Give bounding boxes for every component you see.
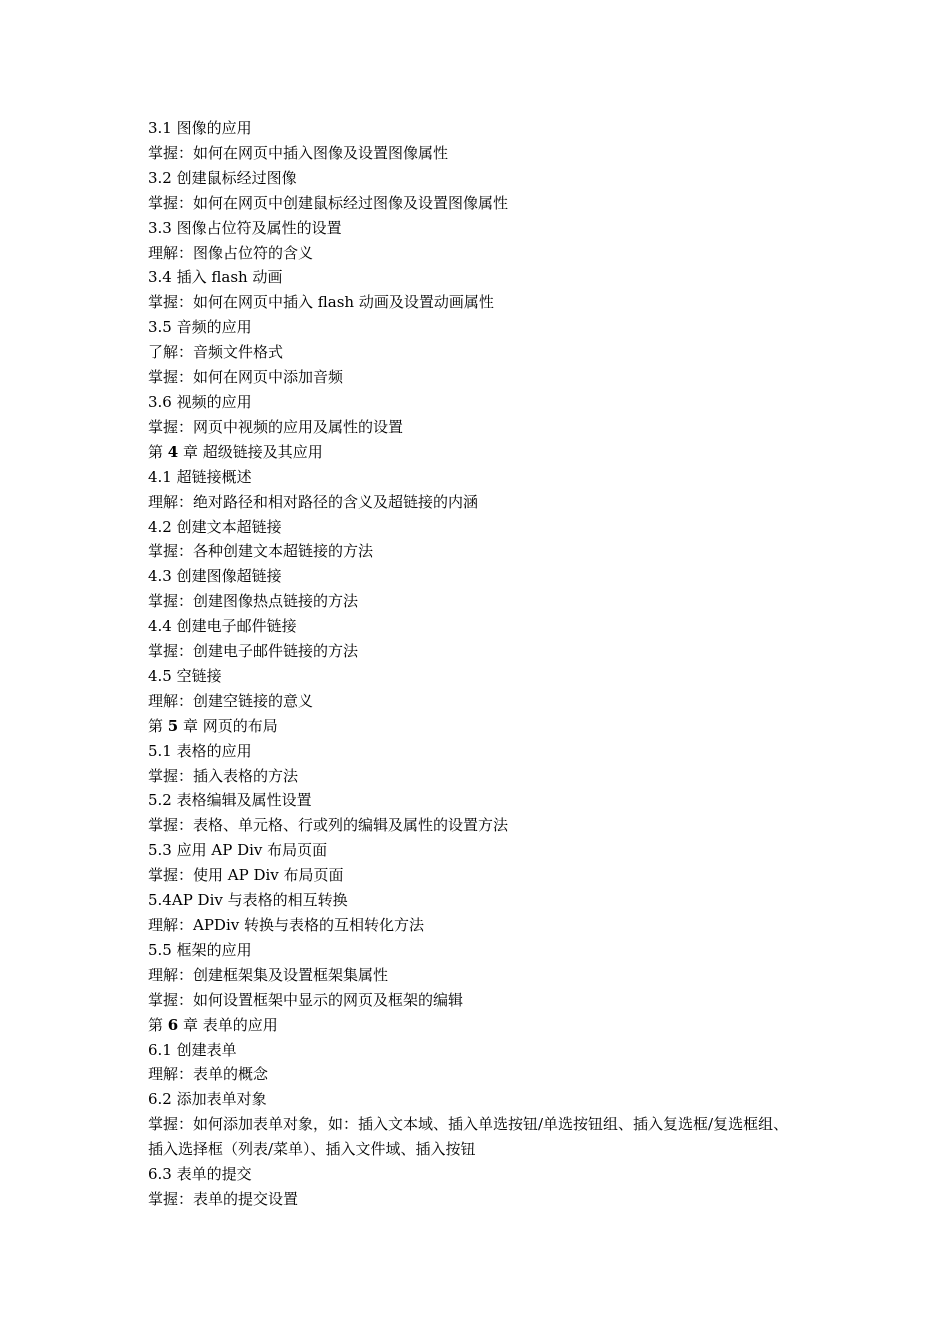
chapter-title: 章 超级链接及其应用 — [178, 442, 323, 461]
requirement-text: 理解：创建框架集及设置框架集属性 — [148, 965, 389, 984]
requirement-text: 了解：音频文件格式 — [148, 343, 284, 362]
section-heading: 4.2 创建文本超链接 — [148, 517, 282, 536]
section-heading: 4.3 创建图像超链接 — [148, 567, 282, 586]
requirement-text: 掌握：网页中视频的应用及属性的设置 — [148, 417, 404, 436]
requirement-text: 掌握：如何添加表单对象，如：插入文本域、插入单选按钮/单选按钮组、插入复选框/复选框组、 — [148, 1115, 789, 1134]
section-heading: 6.2 添加表单对象 — [148, 1090, 267, 1109]
requirement-text: 掌握：表格、单元格、行或列的编辑及属性的设置方法 — [148, 816, 509, 835]
section-heading: 6.3 表单的提交 — [148, 1165, 252, 1184]
requirement-text: 理解：创建空链接的意义 — [148, 691, 314, 710]
section-heading: 5.2 表格编辑及属性设置 — [148, 791, 312, 810]
section-heading: 5.3 应用 AP Div 布局页面 — [148, 841, 328, 860]
requirement-text: 掌握：各种创建文本超链接的方法 — [148, 542, 374, 561]
chapter-heading — [148, 714, 868, 739]
requirement-text: 理解：绝对路径和相对路径的含义及超链接的内涵 — [148, 492, 479, 511]
requirement-text: 掌握：如何设置框架中显示的网页及框架的编辑 — [148, 990, 464, 1009]
requirement-text: 理解：图像占位符的含义 — [148, 243, 314, 262]
chapter-prefix: 第 — [148, 442, 168, 461]
chapter-number: 6 — [167, 1015, 179, 1034]
section-heading: 4.1 超链接概述 — [148, 467, 252, 486]
section-heading: 3.2 创建鼠标经过图像 — [148, 168, 297, 187]
section-heading: 3.4 插入 flash 动画 — [148, 268, 283, 287]
requirement-text: 掌握：插入表格的方法 — [148, 766, 299, 785]
chapter-number: 4 — [167, 442, 179, 461]
requirement-text: 理解：表单的概念 — [148, 1065, 269, 1084]
requirement-text: 掌握：如何在网页中插入图像及设置图像属性 — [148, 143, 449, 162]
chapter-heading — [148, 440, 868, 465]
section-heading: 5.5 框架的应用 — [148, 940, 252, 959]
section-heading: 4.5 空链接 — [148, 666, 222, 685]
chapter-heading — [148, 1013, 868, 1038]
requirement-text: 掌握：如何在网页中插入 flash 动画及设置动画属性 — [148, 293, 494, 312]
chapter-prefix: 第 — [148, 1015, 168, 1034]
requirement-text-continued: 插入选择框（列表/菜单）、插入文件域、插入按钮 — [148, 1140, 476, 1159]
document-body — [148, 116, 868, 1212]
requirement-text: 掌握：如何在网页中创建鼠标经过图像及设置图像属性 — [148, 193, 509, 212]
section-heading: 3.6 视频的应用 — [148, 392, 252, 411]
requirement-text: 掌握：使用 AP Div 布局页面 — [148, 866, 344, 885]
chapter-title: 章 网页的布局 — [178, 716, 278, 735]
requirement-text: 掌握：如何在网页中添加音频 — [148, 368, 344, 387]
chapter-number: 5 — [167, 716, 179, 735]
requirement-text: 掌握：表单的提交设置 — [148, 1189, 299, 1208]
section-heading: 3.3 图像占位符及属性的设置 — [148, 218, 342, 237]
requirement-text: 掌握：创建电子邮件链接的方法 — [148, 642, 359, 661]
section-heading: 6.1 创建表单 — [148, 1040, 237, 1059]
section-heading: 5.4AP Div 与表格的相互转换 — [148, 891, 348, 910]
chapter-prefix: 第 — [148, 716, 168, 735]
section-heading: 3.5 音频的应用 — [148, 318, 252, 337]
chapter-title: 章 表单的应用 — [178, 1015, 278, 1034]
section-heading: 5.1 表格的应用 — [148, 741, 252, 760]
requirement-text: 掌握：创建图像热点链接的方法 — [148, 592, 359, 611]
section-heading: 4.4 创建电子邮件链接 — [148, 617, 297, 636]
section-heading: 3.1 图像的应用 — [148, 119, 252, 137]
requirement-text: 理解：APDiv 转换与表格的互相转化方法 — [148, 916, 424, 934]
